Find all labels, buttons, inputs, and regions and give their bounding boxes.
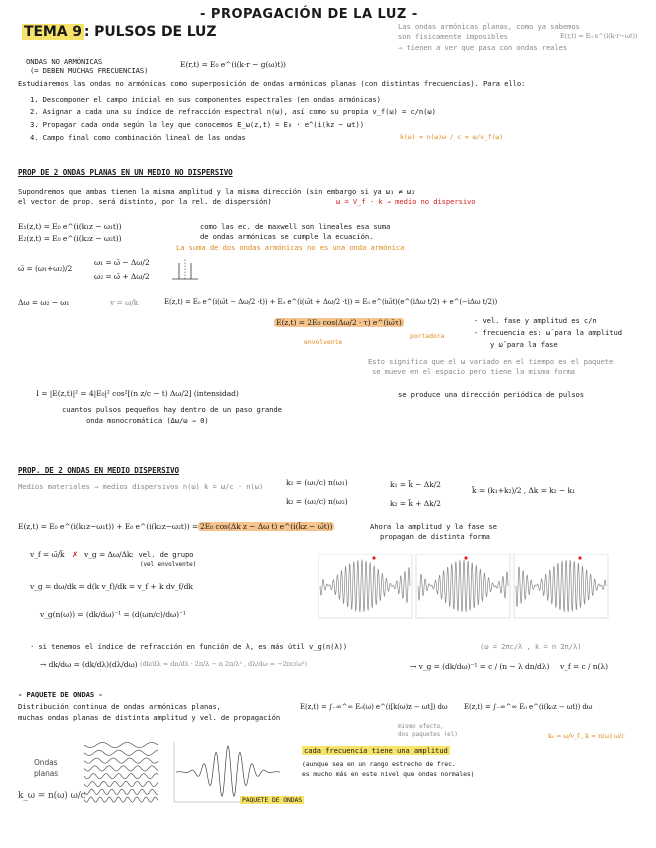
eq-intensity: I = |E(z,t)|² = 4|E₀|² cos²[(n z/c − t) Δω/2] (intensidad) — [36, 389, 239, 398]
eq-w2: ω₂ = ω̄ + Δω/2 — [94, 272, 150, 281]
plane-wave — [84, 797, 158, 802]
both-line: Ahora la amplitud y la fase se — [370, 522, 497, 531]
sec3-line: Distribución continua de ondas armónicas planas, — [18, 702, 221, 711]
eq-wbar: ω̄ = (ω₁+ω₂)/2 — [18, 264, 73, 273]
eq-k1: k₁ = (ω₁/c) n(ω₁) — [286, 478, 348, 487]
plane-wave — [84, 789, 158, 794]
highlight-line-wrap — [302, 746, 450, 755]
step: 2. Asignar a cada una su índice de refracción espectral n(ω), así como su propia v_f(ω) = c/n(ω) — [30, 107, 436, 116]
eq-vgd: v_g = dω/dk = d(k v_f)/dk = v_f + k dv_f/dk — [30, 582, 193, 591]
plane-waves-diagram — [84, 740, 160, 806]
vg-label: : vel. de grupo — [130, 550, 194, 559]
sec2-line: Medios materiales → medios dispersivos n(ω) k = ω/c · n(ω) — [18, 482, 264, 491]
eq-dw: Δω = ω₂ − ω₁ — [18, 298, 70, 307]
eq-k2: k₂ = (ω₂/c) n(ω₂) — [286, 497, 348, 506]
paquete-label: PAQUETE DE ONDAS — [242, 796, 302, 804]
intro-line: ONDAS NO ARMÓNICAS — [26, 57, 103, 66]
vel-line: y ω̄ para la fase — [490, 340, 558, 349]
grey-note: se mueve en el espacio pero tiene la misma forma — [372, 367, 575, 376]
grey-note: Esto significa que el ω variado en el tiempo es el paquete — [368, 357, 614, 366]
dispersion-plots — [318, 554, 650, 620]
section-heading: PROP. DE 2 ONDAS EN MEDIO DISPERSIVO — [18, 466, 179, 475]
etot2-highlight: 2E₀ cos(Δk z − Δω t) e^(i(k̄z − ω̄t)) — [200, 522, 333, 531]
sub-note: mismo efecto, — [398, 723, 444, 730]
eq-e1: E₁(z,t) = E₀ e^(i(k₁z − ω₁t)) — [18, 222, 122, 231]
plane-wave — [84, 758, 158, 763]
lambda-note: (ω = 2πc/λ , k = n 2π/λ) — [480, 642, 582, 651]
sec1-line: como las ec. de maxwell son lineales esa suma — [200, 222, 391, 231]
frequency-diagram — [170, 255, 200, 283]
envelope-label: envolvente — [304, 338, 343, 346]
eq-result — [274, 318, 404, 327]
tema-label: TEMA 9 — [24, 24, 82, 40]
step: 3. Propagar cada onda según la ley que conocemos E_ω(z,t) = E₀ · e^(i(kz − ωt)) — [30, 120, 364, 129]
note-eq: E(r,t) = E₀ e^(i(k·r−ωt)) — [560, 32, 638, 40]
plane-wave — [84, 774, 158, 779]
eq-etot: E(z,t) = E₀ e^(i(k₁z−ω₁t)) + E₀ e^(i(k₂z−ω₂t)) = — [18, 522, 199, 531]
intro-paragraph: Estudiaremos las ondas no armónicas como superposición de ondas armónicas planas (con distintas frecuencias). Para ello: — [18, 79, 526, 88]
step3-note: k(ω) = n(ω)ω / c = ω/v_f(ω) — [400, 133, 503, 141]
not-equal-icon: ✗ — [72, 550, 79, 559]
eq-kw: k_ω = n(ω) ω/c — [18, 791, 86, 801]
eq-etot2-wrap — [198, 522, 334, 531]
sec1-line: el vector de prop. será distinto, por la rel. de dispersión) — [18, 197, 272, 206]
eq-vg: v_g = Δω/Δk — [84, 550, 132, 559]
plane-wave — [84, 766, 158, 771]
tema-name: : PULSOS DE LUZ — [83, 24, 217, 40]
note-line: son físicamente imposibles — [398, 32, 508, 41]
ondas-label: planas — [34, 769, 59, 778]
highlight-line: cada frecuencia tiene una amplitud — [304, 746, 448, 755]
vel-line: - frecuencia es: ω̄ para la amplitud — [474, 328, 622, 337]
plane-wave — [84, 742, 158, 747]
both-line: propagan de distinta forma — [380, 532, 490, 541]
mono-line: onda monocromática (Δω/ω → 0) — [86, 416, 209, 425]
sec3-note: es mucho más en este nivel que ondas normales) — [302, 770, 475, 778]
sec3-note: (aunque sea en un rango estrecho de frec. — [302, 760, 456, 768]
page-title: - PROPAGACIÓN DE LA LUZ - — [200, 7, 418, 22]
eq-vgn: v_g(n(ω)) = (dk/dω)⁻¹ = (d(ωn/c)/dω)⁻¹ — [40, 610, 186, 619]
lambda-line: · si tenemos el índice de refracción en función de λ, es más útil v_g(n(λ)) — [30, 642, 348, 651]
sec1-line: Supondremos que ambas tienen la misma amplitud y la misma dirección (sin embargo si ya ω₁ ≠ ω₂ — [18, 187, 416, 196]
eq-vfl: v_f = c / n(λ) — [560, 662, 608, 671]
eq-chain2: (dk/dλ = dn/dλ · 2π/λ − n 2π/λ² , dλ/dω = −2πc/ω²) — [140, 660, 307, 668]
sec1-red-note: ω = V_f · k → medio no dispersivo — [336, 197, 476, 206]
intro-line: (= DEBEN MUCHAS FRECUENCIAS) — [30, 66, 149, 75]
beat-note: se produce una dirección periódica de pulsos — [398, 390, 584, 399]
eq-int1: E(z,t) = ∫₋∞^∞ E₀(ω) e^(i[k(ω)z − ωt]) dω — [300, 703, 448, 711]
eq-k3: k₁ = k̄ − Δk/2 — [390, 480, 441, 489]
eq-dw2: v = ω/k — [110, 298, 139, 307]
sec3-line: muchas ondas planas de distinta amplitud y vel. de propagación — [18, 713, 281, 722]
ondas-label: Ondas — [34, 758, 58, 767]
sec1-orange-note: La suma de dos ondas armónicas no es una onda armónica — [176, 243, 405, 252]
tema-heading — [22, 24, 217, 40]
plot-1 — [318, 554, 412, 618]
eq-vgl: → v_g = (dk/dω)⁻¹ = c / (n − λ dn/dλ) — [410, 662, 550, 671]
vg-label: (vel envolvente) — [140, 561, 197, 568]
plane-wave — [84, 781, 158, 786]
carrier-label: portadora — [410, 332, 445, 340]
step: 4. Campo final como combinación lineal de las ondas — [30, 133, 246, 142]
sec1-line: de ondas armónicas se cumple la ecuación. — [200, 232, 374, 241]
plot-3 — [514, 554, 608, 618]
eq-int3: k₀ = ω/v_f , k = n(ω) ω/c — [548, 732, 625, 740]
eq-e2: E₂(z,t) = E₀ e^(i(k₂z − ω₂t)) — [18, 234, 122, 243]
eq-sum: E(z,t) = E₀ e^(i(ω̄t − Δω/2 ·t)) + E₀ e^(i(ω̄t + Δω/2 ·t)) = E₀ e^(iω̄t)(e^(iΔω t/2) + e^(−iΔω t/2)) — [164, 298, 498, 306]
eq-kbar: k̄ = (k₁+k₂)/2 , Δk = k₂ − k₁ — [472, 486, 575, 495]
vel-line: - vel. fase y amplitud es c/n — [474, 316, 597, 325]
mono-line: cuantos pulsos pequeños hay dentro de un paso grande — [62, 405, 282, 414]
section-heading: - PAQUETE DE ONDAS - — [18, 690, 103, 699]
eq-int2: E(z,t) = ∫₋∞^∞ E₀ e^(i(k₀z − ωt)) dω — [464, 703, 593, 711]
note-line: → tienen a ver que pasa con ondas reales — [398, 43, 568, 52]
eq-vf: v_f = ω̄/k̄ — [30, 550, 65, 559]
eq-k4: k₂ = k̄ + Δk/2 — [390, 499, 441, 508]
note-line: Las ondas armónicas planas, como ya sabemos — [398, 22, 580, 31]
eq-chain: → dk/dω = (dk/dλ)(dλ/dω) — [40, 660, 138, 669]
section-heading: PROP DE 2 ONDAS PLANAS EN UN MEDIO NO DISPERSIVO — [18, 168, 233, 177]
result-highlight: E(z,t) = 2E₀ cos(Δω/2 · τ) e^(iω̄τ) — [276, 318, 402, 327]
sub-note: dos paquetes (el) — [398, 731, 458, 738]
plane-wave — [84, 750, 158, 755]
eq-w1: ω₁ = ω̄ − Δω/2 — [94, 258, 150, 267]
intro-eq: E(r,t) = E₀ e^(i(k·r − g(ω)t)) — [180, 60, 286, 69]
step: 1. Descomponer el campo inicial en sus componentes espectrales (en ondas armónicas) — [30, 95, 381, 104]
plot-2 — [416, 554, 510, 618]
paquete-label-wrap — [240, 796, 304, 805]
